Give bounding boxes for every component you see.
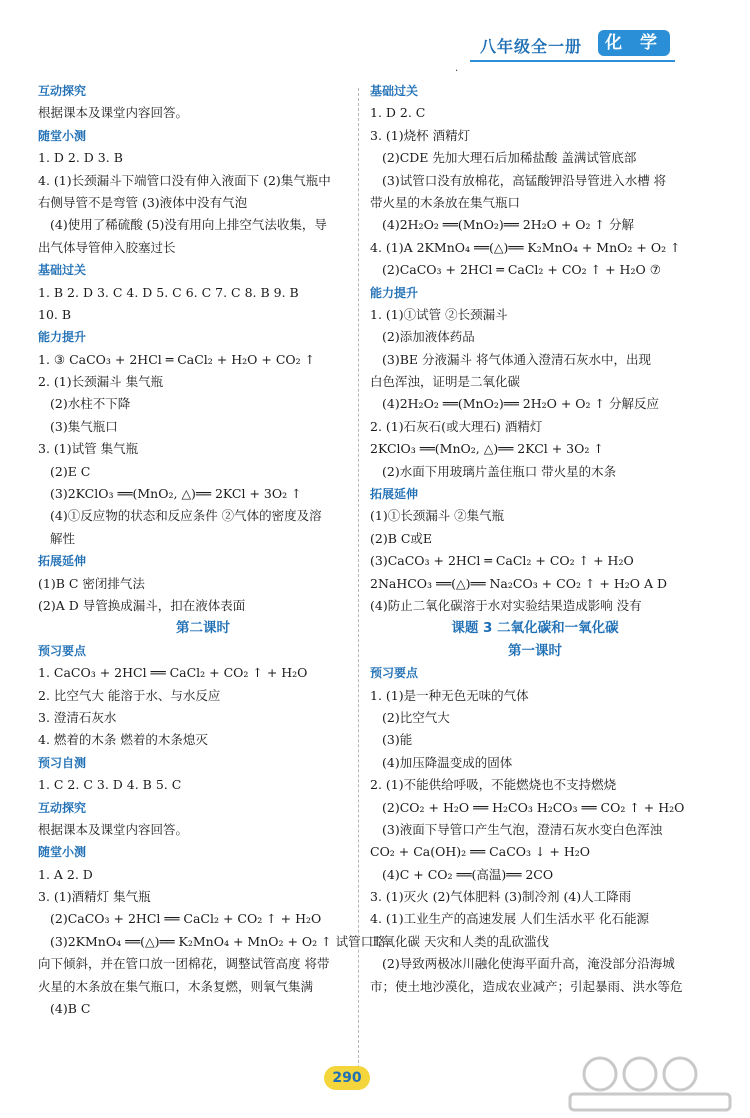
section-heading: 随堂小测 xyxy=(38,845,87,860)
answer-line: (2)CDE 先加大理石后加稀盐酸 盖满试管底部 xyxy=(382,150,637,166)
answer-line: 解性 xyxy=(50,530,76,546)
answer-line: 3. (1)烧杯 酒精灯 xyxy=(370,127,471,143)
answer-line: 1. C 2. C 3. D 4. B 5. C xyxy=(38,777,182,793)
answer-line: (3)液面下导管口产生气泡，澄清石灰水变白色浑浊 xyxy=(382,821,663,837)
book-title: 八年级全一册 xyxy=(480,37,583,56)
answer-line: (3)BE 分液漏斗 将气体通入澄清石灰水中，出现 xyxy=(382,351,651,367)
answer-line: (3)2KClO₃ ══(MnO₂, △)══ 2KCl + 3O₂ ↑ xyxy=(50,486,302,502)
answer-line: 1. D 2. C xyxy=(370,105,426,121)
answer-line: 火星的木条放在集气瓶口，木条复燃，则氧气集满 xyxy=(38,978,314,994)
answer-line: 1. (1)①试管 ②长颈漏斗 xyxy=(370,306,508,322)
answer-line: 带火星的木条放在集气瓶口 xyxy=(370,194,521,210)
section-heading: 能力提升 xyxy=(370,285,419,300)
answer-line: (3)2KMnO₄ ══(△)══ K₂MnO₄ + MnO₂ + O₂ ↑ 试管口略 xyxy=(50,933,386,949)
answer-line: (2)水面下用玻璃片盖住瓶口 带火星的木条 xyxy=(382,463,617,479)
answer-line: 3. 澄清石灰水 xyxy=(38,709,117,725)
section-heading: 拓展延伸 xyxy=(370,487,419,502)
answer-line: (4)防止二氧化碳溶于水对实验结果造成影响 没有 xyxy=(370,597,642,613)
subject-tag: 化 学 xyxy=(598,30,670,56)
section-heading: 能力提升 xyxy=(38,330,87,345)
section-heading: 预习要点 xyxy=(38,643,87,658)
answer-line: 1. D 2. D 3. B xyxy=(38,150,123,166)
answer-line: 2. (1)不能供给呼吸，不能燃烧也不支持燃烧 xyxy=(370,777,617,793)
answer-line: (2)CO₂ + H₂O ══ H₂CO₃ H₂CO₃ ══ CO₂ ↑ + H₂O xyxy=(382,799,685,815)
right-column xyxy=(370,80,700,998)
answer-line: 1. CaCO₃ + 2HCl ══ CaCl₂ + CO₂ ↑ + H₂O xyxy=(38,665,308,681)
left-column xyxy=(38,80,386,1020)
lesson-title: 课题 3 二氧化碳和一氧化碳 xyxy=(451,620,619,637)
section-heading: 互动探究 xyxy=(38,800,87,815)
answer-line: 右侧导管不是弯管 (3)液体中没有气泡 xyxy=(38,194,248,210)
answer-line: 3. (1)试管 集气瓶 xyxy=(38,441,139,457)
answer-line: 向下倾斜，并在管口放一团棉花，调整试管高度 将带 xyxy=(38,956,330,972)
header-rule xyxy=(470,60,675,62)
answer-line: 2. 比空气大 能溶于水、与水反应 xyxy=(38,687,221,703)
answer-line: CO₂ + Ca(OH)₂ ══ CaCO₃ ↓ + H₂O xyxy=(370,844,591,860)
section-heading: 基础过关 xyxy=(38,263,87,278)
answer-line: 3. (1)灭火 (2)气体肥料 (3)制冷剂 (4)人工降雨 xyxy=(370,889,632,905)
answer-line: (1)B C 密闭排气法 xyxy=(38,575,145,591)
answer-line: (4)2H₂O₂ ══(MnO₂)══ 2H₂O + O₂ ↑ 分解反应 xyxy=(382,396,659,412)
answer-line: (2)A D 导管换成漏斗，扣在液体表面 xyxy=(38,597,246,613)
answer-line: (3)CaCO₃ + 2HCl ═ CaCl₂ + CO₂ ↑ + H₂O xyxy=(370,553,634,569)
answer-line: (2)CaCO₃ + 2HCl ══ CaCl₂ + CO₂ ↑ + H₂O xyxy=(50,911,322,927)
answer-line: 1. (1)是一种无色无味的气体 xyxy=(370,687,529,703)
answer-line: 1. ③ CaCO₃ + 2HCl ═ CaCl₂ + H₂O + CO₂ ↑ xyxy=(38,351,316,367)
answer-line: 10. B xyxy=(38,306,72,322)
answer-line: 4. 燃着的木条 燃着的木条熄灭 xyxy=(38,732,208,748)
section-heading: 拓展延伸 xyxy=(38,554,87,569)
answer-line: 2KClO₃ ══(MnO₂, △)══ 2KCl + 3O₂ ↑ xyxy=(370,441,604,457)
lesson-title: 第二课时 xyxy=(176,620,230,637)
answer-line: 4. (1)工业生产的高速发展 人们生活水平 化石能源 xyxy=(370,911,650,927)
answer-line: (2)CaCO₃ + 2HCl ═ CaCl₂ + CO₂ ↑ + H₂O ⑦ xyxy=(382,262,661,278)
answer-line: (3)能 xyxy=(382,732,413,748)
answer-line: (2)B C或E xyxy=(370,530,433,546)
answer-line: (2)添加液体药品 xyxy=(382,329,475,345)
watermark-logo xyxy=(560,1052,740,1114)
answer-line: (4)C + CO₂ ══(高温)══ 2CO xyxy=(382,866,554,882)
section-heading: 互动探究 xyxy=(38,84,87,98)
answer-line: 3. (1)酒精灯 集气瓶 xyxy=(38,889,151,905)
section-heading: 基础过关 xyxy=(370,84,419,98)
page-number: 290 xyxy=(324,1066,370,1090)
answer-line: (2)比空气大 xyxy=(382,709,450,725)
answer-line: 1. A 2. D xyxy=(38,866,93,882)
answer-line: 2. (1)石灰石(或大理石) 酒精灯 xyxy=(370,418,543,434)
answer-line: (2)导致两极冰川融化使海平面升高，淹没部分沿海城 xyxy=(382,956,675,972)
answer-line: (3)集气瓶口 xyxy=(50,418,118,434)
lesson-title: 第一课时 xyxy=(508,642,562,659)
answer-line: (4)①反应物的状态和反应条件 ②气体的密度及溶 xyxy=(50,508,322,524)
answer-line: 根据课本及课堂内容回答。 xyxy=(38,821,189,837)
answer-line: 出气体导管伸入胶塞过长 xyxy=(38,239,176,255)
answer-line: (2)E C xyxy=(50,463,91,479)
answer-line: 4. (1)长颈漏斗下端管口没有伸入液面下 (2)集气瓶中 xyxy=(38,172,331,188)
column-divider xyxy=(358,88,359,1068)
answer-line: 4. (1)A 2KMnO₄ ══(△)══ K₂MnO₄ + MnO₂ + O₂ ↑ xyxy=(370,239,681,255)
header-dot: · xyxy=(455,66,459,77)
answer-line: (4)B C xyxy=(50,1001,91,1017)
section-heading: 随堂小测 xyxy=(38,128,87,143)
answer-line: 二氧化碳 天灾和人类的乱砍滥伐 xyxy=(370,933,549,949)
answer-line: 2. (1)长颈漏斗 集气瓶 xyxy=(38,374,164,390)
section-heading: 预习自测 xyxy=(38,755,87,770)
answer-line: (2)水柱不下降 xyxy=(50,396,131,412)
answer-line: 根据课本及课堂内容回答。 xyxy=(38,105,189,121)
answer-line: (4)2H₂O₂ ══(MnO₂)══ 2H₂O + O₂ ↑ 分解 xyxy=(382,217,634,233)
answer-line: (3)试管口没有放棉花，高锰酸钾沿导管进入水槽 将 xyxy=(382,172,667,188)
answer-line: (4)使用了稀硫酸 (5)没有用向上排空气法收集，导 xyxy=(50,217,327,233)
answer-line: 2NaHCO₃ ══(△)══ Na₂CO₃ + CO₂ ↑ + H₂O A D xyxy=(370,575,667,591)
answer-line: (1)①长颈漏斗 ②集气瓶 xyxy=(370,508,505,524)
answer-line: 1. B 2. D 3. C 4. D 5. C 6. C 7. C 8. B 9. B xyxy=(38,284,299,300)
answer-line: 市；使土地沙漠化，造成农业减产；引起暴雨、洪水等危 xyxy=(370,978,683,994)
answer-line: (4)加压降温变成的固体 xyxy=(382,754,513,770)
section-heading: 预习要点 xyxy=(370,666,419,681)
answer-line: 白色浑浊，证明是二氧化碳 xyxy=(370,374,521,390)
